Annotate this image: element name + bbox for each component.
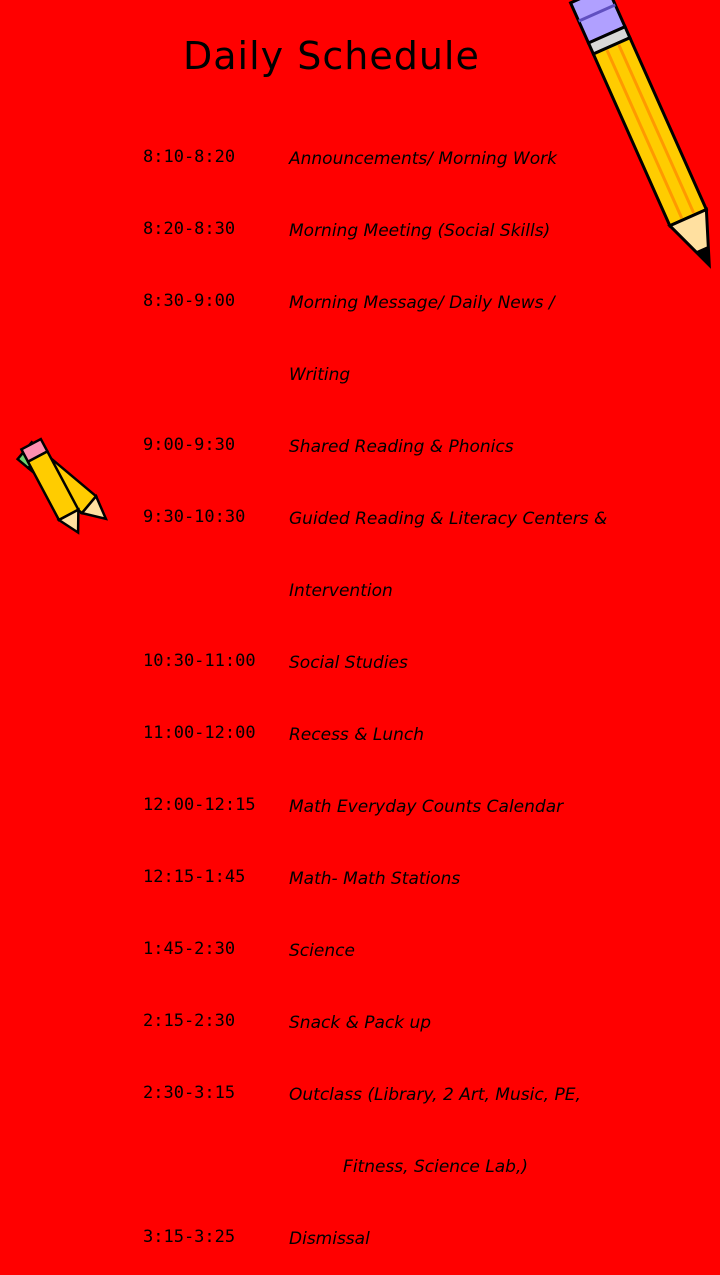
- schedule-activity: Morning Message/ Daily News /: [289, 293, 555, 313]
- schedule-times: [143, 97, 256, 1273]
- schedule-activity: Morning Meeting (Social Skills): [289, 221, 551, 241]
- schedule-time: 1:45-2:30: [143, 939, 236, 959]
- schedule-time: 9:00-9:30: [143, 435, 236, 455]
- schedule-time: 8:20-8:30: [143, 219, 236, 239]
- schedule-activity: Social Studies: [289, 653, 408, 673]
- schedule-activity: Outclass (Library, 2 Art, Music, PE,: [289, 1085, 581, 1105]
- schedule-activity: Guided Reading & Literacy Centers &: [289, 509, 608, 529]
- schedule-time: [143, 361, 256, 385]
- schedule-time: 2:30-3:15: [143, 1083, 236, 1103]
- schedule-time: 12:15-1:45: [143, 867, 246, 887]
- schedule-activities: [289, 99, 607, 1275]
- schedule-activity: Science: [289, 941, 355, 961]
- pencils-icon: [0, 430, 140, 540]
- schedule-activity: Fitness, Science Lab,): [289, 1157, 528, 1177]
- schedule-time: 8:30-9:00: [143, 291, 236, 311]
- schedule-activity: Snack & Pack up: [289, 1013, 432, 1033]
- schedule-time: 8:10-8:20: [143, 147, 236, 167]
- schedule-time: 12:00-12:15: [143, 795, 256, 815]
- schedule-activity: Announcements/ Morning Work: [289, 149, 557, 169]
- page-title: Daily Schedule: [183, 34, 480, 78]
- schedule-time: 2:15-2:30: [143, 1011, 236, 1031]
- schedule-activity: Recess & Lunch: [289, 725, 424, 745]
- schedule-activity: Math Everyday Counts Calendar: [289, 797, 564, 817]
- schedule-time: 3:15-3:25: [143, 1227, 236, 1247]
- schedule-activity: Dismissal: [289, 1229, 370, 1249]
- schedule-activity: Writing: [289, 365, 351, 385]
- schedule-time: 9:30-10:30: [143, 507, 246, 527]
- schedule-activity: Intervention: [289, 581, 393, 601]
- schedule-time: 11:00-12:00: [143, 723, 256, 743]
- schedule-activity: Shared Reading & Phonics: [289, 437, 514, 457]
- schedule-time: 10:30-11:00: [143, 651, 256, 671]
- schedule-activity: Math- Math Stations: [289, 869, 461, 889]
- schedule-time: [143, 577, 256, 601]
- schedule-time: [143, 1153, 256, 1177]
- pencil-icon: [598, 0, 720, 300]
